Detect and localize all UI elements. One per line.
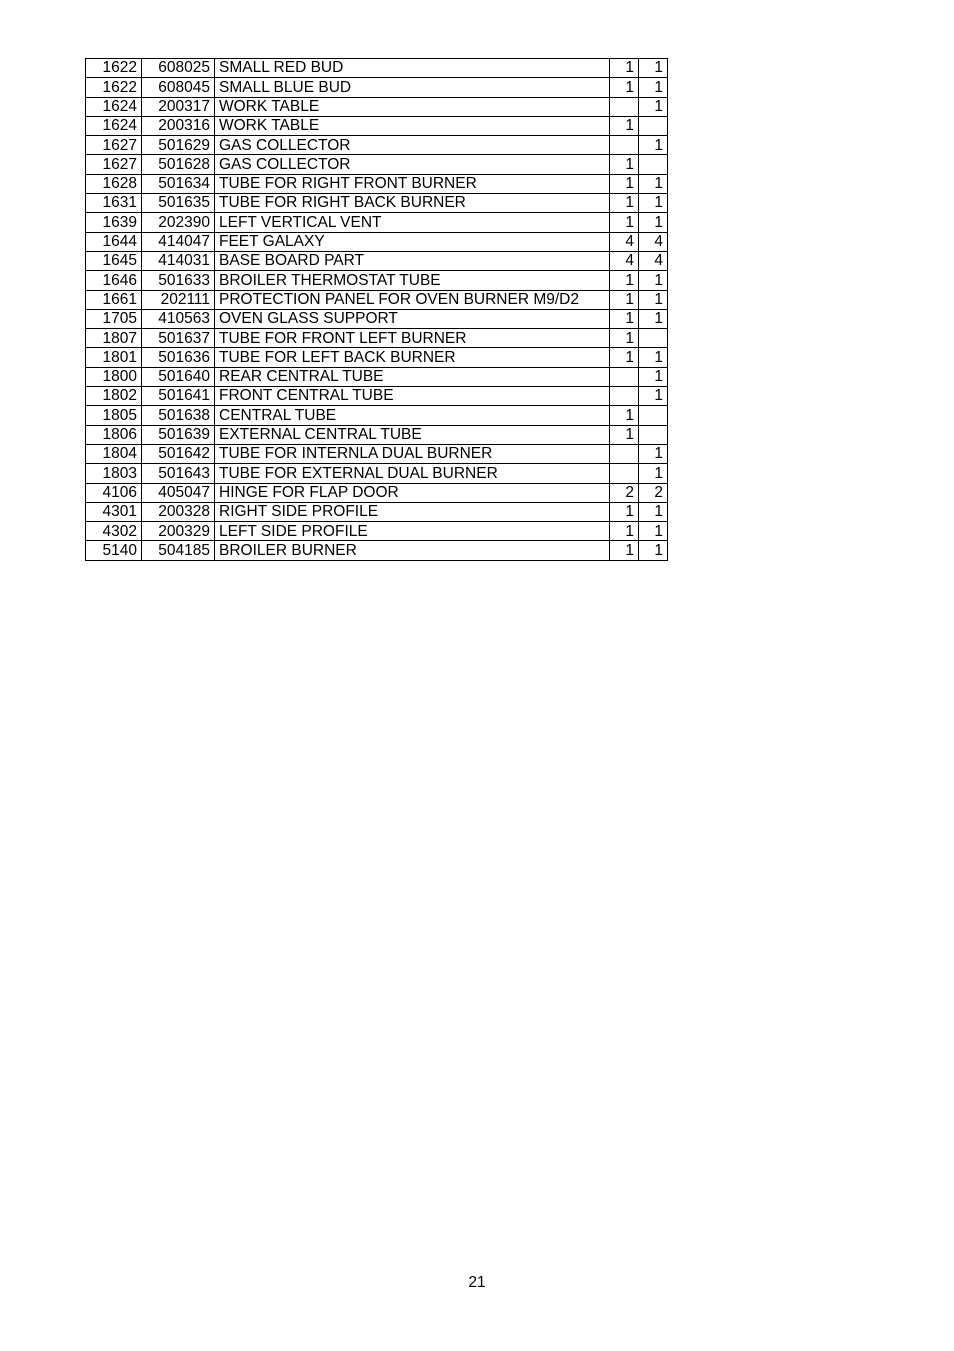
part-description-cell: BASE BOARD PART <box>215 251 610 270</box>
quantity-1-cell: 1 <box>610 406 639 425</box>
part-code-cell: 501636 <box>142 348 215 367</box>
part-code-cell: 501641 <box>142 387 215 406</box>
part-ref-cell: 1806 <box>86 425 142 444</box>
part-description-cell: REAR CENTRAL TUBE <box>215 367 610 386</box>
part-description-cell: OVEN GLASS SUPPORT <box>215 309 610 328</box>
table-row <box>86 387 668 406</box>
part-code-cell: 501643 <box>142 464 215 483</box>
part-description-cell: TUBE FOR EXTERNAL DUAL BURNER <box>215 464 610 483</box>
table-row <box>86 483 668 502</box>
quantity-2-cell <box>639 116 668 135</box>
part-ref-cell: 1645 <box>86 251 142 270</box>
quantity-1-cell: 4 <box>610 251 639 270</box>
quantity-1-cell <box>610 367 639 386</box>
part-ref-cell: 1800 <box>86 367 142 386</box>
part-description-cell: LEFT VERTICAL VENT <box>215 213 610 232</box>
table-row <box>86 174 668 193</box>
part-description-cell: SMALL BLUE BUD <box>215 78 610 97</box>
table-row <box>86 290 668 309</box>
part-ref-cell: 1705 <box>86 309 142 328</box>
part-description-cell: TUBE FOR RIGHT BACK BURNER <box>215 194 610 213</box>
table-row <box>86 502 668 521</box>
table-row <box>86 136 668 155</box>
table-row <box>86 116 668 135</box>
quantity-1-cell: 1 <box>610 522 639 541</box>
quantity-2-cell: 1 <box>639 541 668 560</box>
quantity-1-cell: 1 <box>610 329 639 348</box>
part-code-cell: 200316 <box>142 116 215 135</box>
table-row <box>86 251 668 270</box>
quantity-1-cell <box>610 97 639 116</box>
table-row <box>86 78 668 97</box>
quantity-1-cell: 2 <box>610 483 639 502</box>
table-row <box>86 213 668 232</box>
quantity-2-cell <box>639 425 668 444</box>
table-row <box>86 59 668 78</box>
part-ref-cell: 1624 <box>86 116 142 135</box>
table-row <box>86 464 668 483</box>
part-ref-cell: 1628 <box>86 174 142 193</box>
part-ref-cell: 4302 <box>86 522 142 541</box>
part-code-cell: 501639 <box>142 425 215 444</box>
part-code-cell: 410563 <box>142 309 215 328</box>
table-row <box>86 309 668 328</box>
part-code-cell: 202390 <box>142 213 215 232</box>
part-code-cell: 501628 <box>142 155 215 174</box>
part-ref-cell: 1622 <box>86 78 142 97</box>
quantity-2-cell: 1 <box>639 194 668 213</box>
part-code-cell: 501635 <box>142 194 215 213</box>
part-ref-cell: 1804 <box>86 444 142 463</box>
part-description-cell: GAS COLLECTOR <box>215 155 610 174</box>
table-row <box>86 444 668 463</box>
part-description-cell: EXTERNAL CENTRAL TUBE <box>215 425 610 444</box>
part-code-cell: 202111 <box>142 290 215 309</box>
quantity-2-cell: 1 <box>639 387 668 406</box>
quantity-2-cell: 1 <box>639 174 668 193</box>
part-description-cell: TUBE FOR FRONT LEFT BURNER <box>215 329 610 348</box>
quantity-2-cell: 1 <box>639 348 668 367</box>
quantity-1-cell: 1 <box>610 541 639 560</box>
part-description-cell: GAS COLLECTOR <box>215 136 610 155</box>
quantity-1-cell: 1 <box>610 425 639 444</box>
part-ref-cell: 1627 <box>86 136 142 155</box>
quantity-2-cell <box>639 155 668 174</box>
quantity-2-cell: 1 <box>639 59 668 78</box>
quantity-2-cell: 1 <box>639 444 668 463</box>
part-description-cell: PROTECTION PANEL FOR OVEN BURNER M9/D2 <box>215 290 610 309</box>
part-code-cell: 501640 <box>142 367 215 386</box>
quantity-2-cell: 1 <box>639 502 668 521</box>
quantity-2-cell: 1 <box>639 290 668 309</box>
quantity-1-cell: 1 <box>610 174 639 193</box>
quantity-2-cell: 1 <box>639 97 668 116</box>
quantity-1-cell: 1 <box>610 78 639 97</box>
part-ref-cell: 1639 <box>86 213 142 232</box>
quantity-2-cell: 1 <box>639 78 668 97</box>
table-row <box>86 97 668 116</box>
quantity-2-cell: 4 <box>639 251 668 270</box>
part-description-cell: TUBE FOR INTERNLA DUAL BURNER <box>215 444 610 463</box>
table-row <box>86 367 668 386</box>
part-ref-cell: 4106 <box>86 483 142 502</box>
quantity-1-cell: 1 <box>610 271 639 290</box>
table-row <box>86 155 668 174</box>
part-description-cell: HINGE FOR FLAP DOOR <box>215 483 610 502</box>
quantity-1-cell: 1 <box>610 59 639 78</box>
quantity-1-cell: 1 <box>610 194 639 213</box>
part-description-cell: LEFT SIDE PROFILE <box>215 522 610 541</box>
table-row <box>86 541 668 560</box>
quantity-1-cell: 1 <box>610 213 639 232</box>
part-description-cell: FRONT CENTRAL TUBE <box>215 387 610 406</box>
table-row <box>86 425 668 444</box>
quantity-1-cell: 1 <box>610 309 639 328</box>
quantity-1-cell: 4 <box>610 232 639 251</box>
table-row <box>86 194 668 213</box>
quantity-2-cell <box>639 406 668 425</box>
part-code-cell: 504185 <box>142 541 215 560</box>
quantity-1-cell: 1 <box>610 290 639 309</box>
part-ref-cell: 1624 <box>86 97 142 116</box>
quantity-1-cell <box>610 444 639 463</box>
parts-table-body <box>86 59 668 561</box>
part-description-cell: TUBE FOR LEFT BACK BURNER <box>215 348 610 367</box>
part-code-cell: 501634 <box>142 174 215 193</box>
part-code-cell: 200328 <box>142 502 215 521</box>
quantity-2-cell <box>639 329 668 348</box>
part-description-cell: RIGHT SIDE PROFILE <box>215 502 610 521</box>
part-ref-cell: 4301 <box>86 502 142 521</box>
part-code-cell: 501638 <box>142 406 215 425</box>
part-description-cell: FEET GALAXY <box>215 232 610 251</box>
quantity-1-cell: 1 <box>610 116 639 135</box>
part-code-cell: 501629 <box>142 136 215 155</box>
part-ref-cell: 1646 <box>86 271 142 290</box>
quantity-1-cell <box>610 136 639 155</box>
quantity-2-cell: 1 <box>639 464 668 483</box>
quantity-1-cell <box>610 464 639 483</box>
page-number: 21 <box>468 1274 486 1291</box>
table-row <box>86 406 668 425</box>
quantity-1-cell: 1 <box>610 348 639 367</box>
table-row <box>86 348 668 367</box>
quantity-1-cell <box>610 387 639 406</box>
part-ref-cell: 1807 <box>86 329 142 348</box>
part-description-cell: BROILER THERMOSTAT TUBE <box>215 271 610 290</box>
part-description-cell: WORK TABLE <box>215 116 610 135</box>
part-ref-cell: 5140 <box>86 541 142 560</box>
part-code-cell: 608025 <box>142 59 215 78</box>
table-row <box>86 522 668 541</box>
part-description-cell: WORK TABLE <box>215 97 610 116</box>
part-code-cell: 608045 <box>142 78 215 97</box>
quantity-2-cell: 1 <box>639 522 668 541</box>
part-code-cell: 501642 <box>142 444 215 463</box>
part-description-cell: BROILER BURNER <box>215 541 610 560</box>
parts-table <box>85 58 668 561</box>
part-ref-cell: 1802 <box>86 387 142 406</box>
part-ref-cell: 1627 <box>86 155 142 174</box>
part-code-cell: 501637 <box>142 329 215 348</box>
table-row <box>86 329 668 348</box>
part-ref-cell: 1622 <box>86 59 142 78</box>
quantity-1-cell: 1 <box>610 502 639 521</box>
part-code-cell: 200317 <box>142 97 215 116</box>
quantity-2-cell: 4 <box>639 232 668 251</box>
quantity-2-cell: 1 <box>639 309 668 328</box>
part-description-cell: TUBE FOR RIGHT FRONT BURNER <box>215 174 610 193</box>
part-ref-cell: 1801 <box>86 348 142 367</box>
part-code-cell: 501633 <box>142 271 215 290</box>
part-code-cell: 200329 <box>142 522 215 541</box>
quantity-2-cell: 1 <box>639 213 668 232</box>
quantity-1-cell: 1 <box>610 155 639 174</box>
part-description-cell: CENTRAL TUBE <box>215 406 610 425</box>
part-code-cell: 414047 <box>142 232 215 251</box>
table-row <box>86 271 668 290</box>
part-code-cell: 405047 <box>142 483 215 502</box>
part-description-cell: SMALL RED BUD <box>215 59 610 78</box>
part-ref-cell: 1631 <box>86 194 142 213</box>
quantity-2-cell: 1 <box>639 367 668 386</box>
part-ref-cell: 1644 <box>86 232 142 251</box>
part-ref-cell: 1803 <box>86 464 142 483</box>
part-ref-cell: 1661 <box>86 290 142 309</box>
part-code-cell: 414031 <box>142 251 215 270</box>
part-ref-cell: 1805 <box>86 406 142 425</box>
table-row <box>86 232 668 251</box>
quantity-2-cell: 1 <box>639 271 668 290</box>
quantity-2-cell: 2 <box>639 483 668 502</box>
quantity-2-cell: 1 <box>639 136 668 155</box>
